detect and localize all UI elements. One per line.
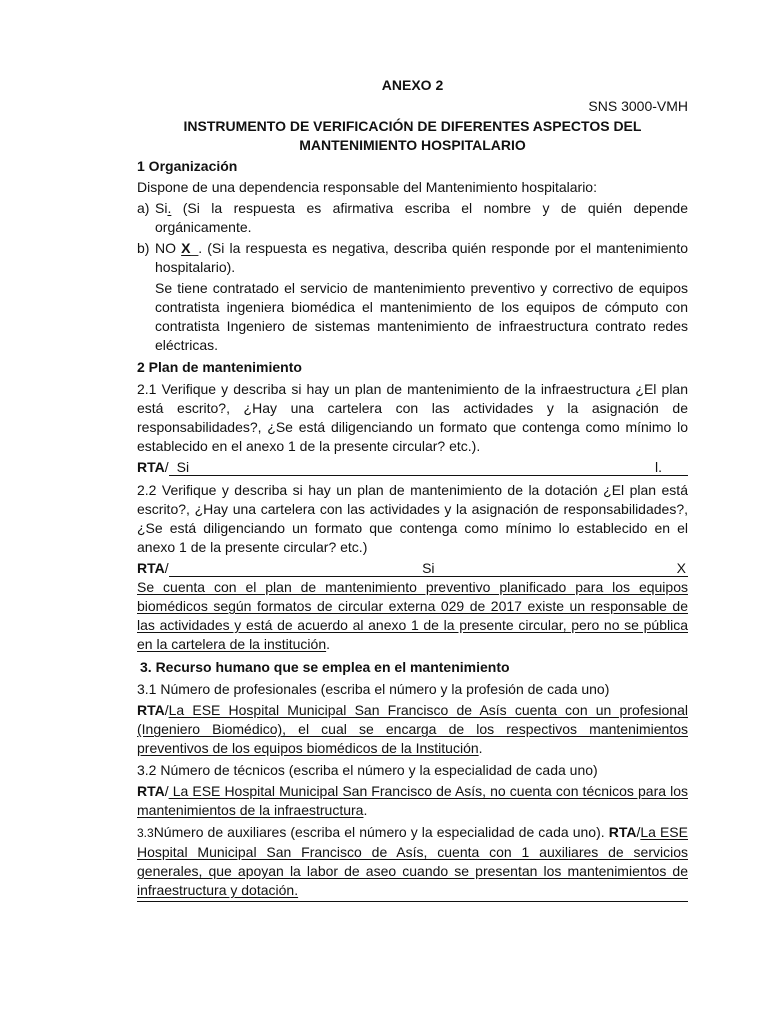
answer-2-2-label: RTA xyxy=(137,560,165,576)
answer-2-1-label: RTA xyxy=(137,459,165,475)
answer-3-2-slash: / xyxy=(164,783,169,799)
answer-3-3-slash: / xyxy=(636,824,641,840)
answer-2-2-value: Si xyxy=(422,560,435,576)
option-a-marker: a) xyxy=(137,200,150,216)
question-3-3-number: 3.3 xyxy=(137,826,154,840)
option-a-si: Si xyxy=(155,200,168,216)
option-b-underscore: _ xyxy=(190,240,199,256)
answer-3-3-label: RTA xyxy=(608,824,637,840)
answer-2-2-field xyxy=(169,559,688,577)
document-code: SNS 3000-VMH xyxy=(588,98,688,114)
answer-3-3-text: La ESE Hospital Municipal San Francisco de Asís, cuenta con 1 auxiliares de servicios generales, que apoyan la labor de aseo cuando se presentan los mantenimientos de infraestructura y dotación. xyxy=(137,824,688,898)
answer-2-1 xyxy=(137,458,688,477)
question-3-3 xyxy=(137,823,688,902)
question-3-3-text: Número de auxiliares (escriba el número y la especialidad de cada uno). xyxy=(153,824,609,840)
answer-2-2-detail xyxy=(137,578,688,654)
question-3-1: 3.1 Número de profesionales (escriba el número y la profesión de cada uno) xyxy=(137,681,610,697)
answer-2-2-end: X xyxy=(676,560,686,576)
option-a-dot: . xyxy=(167,200,172,216)
document-body xyxy=(137,76,688,902)
answer-2-1-value: Si xyxy=(176,459,190,475)
option-b-description: . (Si la respuesta es negativa, describa quién responde por el mantenimiento hospitalario). xyxy=(155,240,689,275)
answer-3-1-slash: / xyxy=(164,702,169,718)
answer-2-1-field xyxy=(169,458,688,476)
answer-3-2-tail: . xyxy=(363,802,368,818)
answer-3-2 xyxy=(137,782,688,820)
option-b-text xyxy=(155,239,688,277)
answer-3-2-text: La ESE Hospital Municipal San Francisco de Asís, no cuenta con técnicos para los mantenimientos de la infraestructura xyxy=(137,783,688,818)
option-a xyxy=(137,199,688,237)
answer-3-1-label: RTA xyxy=(137,702,165,718)
answer-2-1-slash: / xyxy=(164,459,169,475)
document-title-line-1: INSTRUMENTO DE VERIFICACIÓN DE DIFERENTES ASPECTOS DEL xyxy=(183,118,642,134)
answer-2-2-slash: / xyxy=(164,560,169,576)
answer-2-2 xyxy=(137,559,688,578)
answer-2-2-tail: . xyxy=(326,636,330,652)
annex-title: ANEXO 2 xyxy=(381,77,444,93)
section-1-question: Dispone de una dependencia responsable del Mantenimiento hospitalario: xyxy=(137,179,597,195)
question-3-2: 3.2 Número de técnicos (escriba el número y la especialidad de cada uno) xyxy=(137,762,598,778)
section-3-heading: 3. Recurso humano que se emplea en el mantenimiento xyxy=(140,659,510,675)
option-a-text xyxy=(155,199,688,237)
option-b-mark: X xyxy=(181,240,191,256)
option-b-no: NO xyxy=(155,240,182,256)
section-1-heading: 1 Organización xyxy=(137,158,238,174)
document-title-line-2: MANTENIMIENTO HOSPITALARIO xyxy=(299,137,526,153)
option-b-marker: b) xyxy=(137,240,150,256)
answer-3-2-label: RTA xyxy=(137,783,165,799)
question-2-1: 2.1 Verifique y describa si hay un plan de mantenimiento de la infraestructura ¿El plan está escrito?, ¿Hay una cartelera con las actividades y la asignación de responsabilidades?, ¿Se está diligenciando un formato que contenga como mínimo lo establecido en el anexo 1 de la presente circular? etc.). xyxy=(137,381,688,454)
answer-2-1-end: l. xyxy=(655,459,662,475)
question-2-2: 2.2 Verifique y describa si hay un plan de mantenimiento de la dotación ¿El plan está escrito?, ¿Hay una cartelera con las actividades y la asignación de responsabilidades?, ¿Se está diligenciando un formato que contenga como mínimo lo establecido en el anexo 1 de la presente circular? etc.) xyxy=(137,482,688,555)
option-b xyxy=(137,239,688,277)
answer-2-2-text: Se cuenta con el plan de mantenimiento preventivo planificado para los equipos biomédicos según formatos de circular externa 029 de 2017 existe un responsable de las actividades y está de acuerdo al anexo 1 de la presente circular, pero no se pública en la cartelera de la institución xyxy=(137,579,688,652)
answer-3-1-text: La ESE Hospital Municipal San Francisco de Asís cuenta con un profesional (Ingeniero Biomédico), el cual se encarga de los respectivos mantenimientos preventivos de los equipos biomédicos de la Institución xyxy=(137,702,688,756)
section-2-heading: 2 Plan de mantenimiento xyxy=(137,359,302,375)
option-b-answer: Se tiene contratado el servicio de mantenimiento preventivo y correctivo de equipos contratista ingeniera biomédica el mantenimiento de los equipos de cómputo con contratista Ingeniero de sistemas mantenimiento de infraestructura contrato redes eléctricas. xyxy=(155,280,688,353)
answer-3-1-tail: . xyxy=(478,740,483,756)
option-a-description: (Si la respuesta es afirmativa escriba el nombre y de quién depende orgánicamente. xyxy=(155,200,688,235)
answer-3-1 xyxy=(137,701,688,758)
